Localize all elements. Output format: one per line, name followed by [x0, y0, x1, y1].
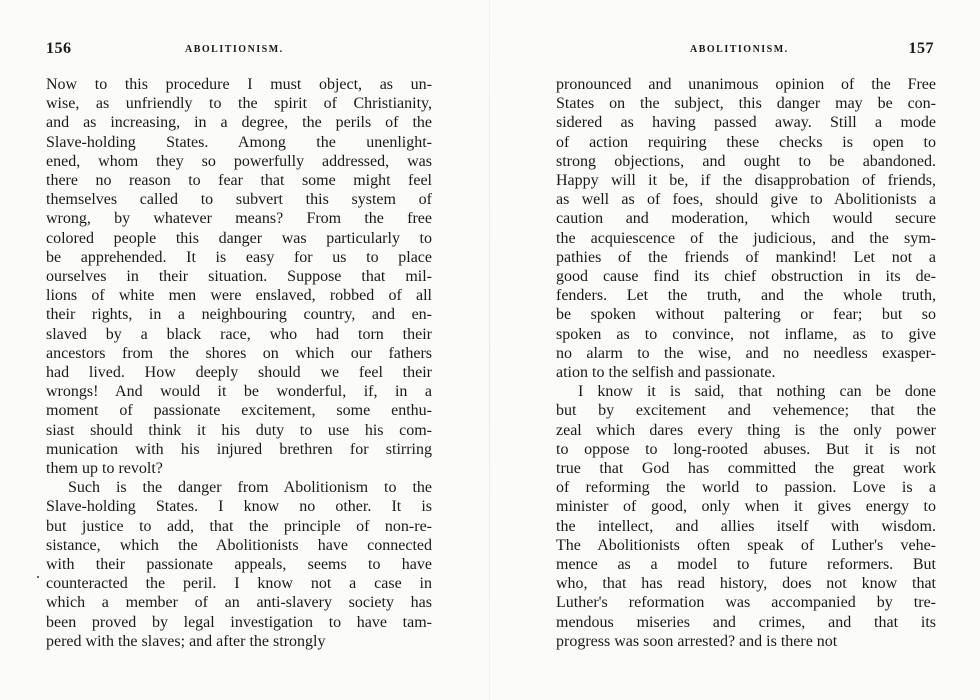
text-line: spoken as to convince, not inflame, as to give [556, 325, 936, 343]
text-line: colored people this danger was particularly to [46, 229, 432, 247]
text-line: sidered as having passed away. Still a mode [556, 114, 936, 132]
text-line: lions of white men were enslaved, robbed of all [46, 287, 432, 305]
text-line: pered with the slaves; and after the strongly [46, 632, 326, 650]
text-line: there no reason to fear that some might feel [46, 172, 432, 190]
edge-mark [37, 576, 39, 578]
text-line: munication with his injured brethren for stirring [46, 440, 432, 458]
text-line: as well as of foes, should give to Abolitionists a [556, 191, 936, 209]
page-body [46, 75, 432, 651]
text-line: themselves called to subvert this system of [46, 191, 432, 209]
text-line: of reforming the world to passion. Love is a [556, 479, 936, 497]
text-line: counteracted the peril. I know not a case in [46, 575, 432, 593]
text-line: but by excitement and vehemence; that the [556, 402, 936, 420]
text-line: strong objections, and ought to be abandoned. [556, 152, 936, 170]
text-line: been proved by legal investigation to have tam- [46, 613, 432, 631]
text-line: pronounced and unanimous opinion of the Free [556, 76, 936, 93]
text-line: The Abolitionists often speak of Luther's vehe- [556, 536, 936, 554]
text-line: no alarm to the wise, and no needless exasper- [556, 344, 936, 362]
text-line: States on the subject, this danger may be con- [556, 95, 936, 113]
text-line: siast should think it his duty to use his com- [46, 421, 432, 439]
page-number: 157 [908, 40, 934, 57]
text-line: moment of passionate excitement, some enthu- [46, 402, 432, 420]
text-line: with their passionate appeals, seems to have [46, 556, 432, 574]
text-line: ened, whom they so powerfully addressed, was [46, 152, 432, 170]
running-head: ABOLITIONISM. [185, 44, 284, 55]
text-line: the intellect, and allies itself with wisdom. [556, 517, 936, 535]
text-line: fenders. Let the truth, and the whole truth, [556, 287, 936, 305]
text-line: who, that has read history, does not know that [556, 575, 936, 593]
text-line: Happy will it be, if the disapprobation of friends, [556, 172, 936, 190]
text-line: had lived. How deeply should we feel their [46, 364, 432, 382]
text-line: their rights, in a neighbouring country, and en- [46, 306, 432, 324]
text-line: Luther's reformation was accompanied by tre- [556, 594, 936, 612]
text-line: good cause find its chief obstruction in its de- [556, 268, 936, 286]
text-line: be apprehended. It is easy for us to place [46, 248, 432, 266]
text-line: wrong, by whatever means? From the free [46, 210, 432, 228]
text-line: but justice to add, that the principle of non-re- [46, 517, 432, 535]
text-line: to oppose to long-rooted abuses. But it is not [556, 440, 936, 458]
text-line: of action requiring these checks is open to [556, 133, 936, 151]
text-line: Slave-holding States. Among the unenlight- [46, 133, 432, 151]
text-line: caution and moderation, which would secure [556, 210, 936, 228]
text-line: wrongs! And would it be wonderful, if, in a [46, 383, 432, 401]
text-line: be spoken without paltering or fear; but so [556, 306, 936, 324]
text-line: true that God has committed the great work [556, 460, 936, 478]
paragraph [556, 75, 936, 382]
page-number: 156 [46, 40, 72, 57]
text-line: pathies of the friends of mankind! Let not a [556, 248, 936, 266]
text-line: minister of good, only when it gives energy to [556, 498, 936, 516]
text-line: wise, as unfriendly to the spirit of Christianity, [46, 95, 432, 113]
text-line: progress was soon arrested? and is there not [556, 632, 838, 650]
text-line: the acquiescence of the judicious, and the sym- [556, 229, 936, 247]
page-body [556, 75, 936, 651]
text-line: ancestors from the shores on which our fathers [46, 344, 432, 362]
text-line: and as increasing, in a degree, the perils of the [46, 114, 432, 132]
text-line: zeal which dares every thing is the only power [556, 421, 936, 439]
text-line: Such is the danger from Abolitionism to the [68, 479, 432, 497]
text-line: slaved by a black race, who had torn their [46, 325, 432, 343]
text-line: ation to the selfish and passionate. [556, 364, 776, 382]
paragraph [46, 75, 432, 478]
text-line: mendous miseries and crimes, and that its [556, 613, 936, 631]
text-line: sistance, which the Abolitionists have connected [46, 536, 432, 554]
right-page [490, 0, 980, 700]
text-line: I know it is said, that nothing can be done [578, 383, 936, 401]
paragraph [556, 382, 936, 651]
text-line: which a member of an anti-slavery society has [46, 594, 432, 612]
paragraph [46, 478, 432, 651]
text-line: them up to revolt? [46, 460, 163, 478]
text-line: ourselves in their situation. Suppose that mil- [46, 268, 432, 286]
running-head: ABOLITIONISM. [690, 44, 789, 55]
text-line: Now to this procedure I must object, as un- [46, 76, 432, 93]
text-line: Slave-holding States. I know no other. It is [46, 498, 432, 516]
text-line: mence as a model to future reformers. But [556, 556, 936, 574]
